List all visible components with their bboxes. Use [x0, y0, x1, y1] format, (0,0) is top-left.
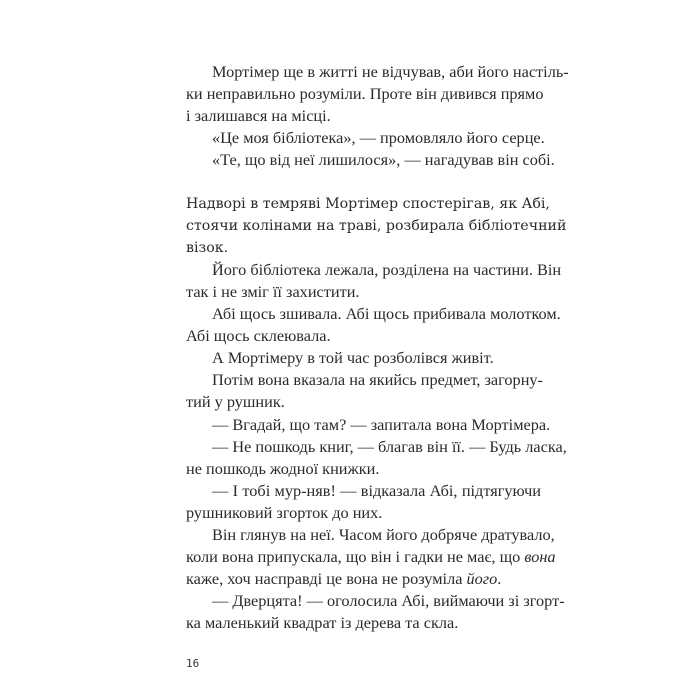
text-line: А Мортімеру в той час розболівся живіт. [212, 348, 494, 368]
paragraph [186, 369, 541, 413]
text-line: ка маленький квадрат із дерева та скла. [186, 612, 459, 632]
text-line: «Те, що від неї лишилося», — нагадував він собі. [212, 150, 555, 170]
text-line: так і не зміг її захистити. [186, 282, 360, 302]
text-line: — І тобі мур-няв! — відказала Абі, підтягуючи [212, 480, 541, 500]
paragraph [186, 347, 541, 369]
text-line: ки неправильно розуміли. Проте він дивився прямо [186, 84, 544, 104]
text-line [186, 568, 541, 590]
paragraph [186, 61, 569, 127]
text-line: Абі щось зшивала. Абі щось прибивала молотком. [212, 304, 561, 324]
text-segment: коли вона припускала, що він і гадки не має, що [186, 546, 525, 566]
text-line: Абі щось склеювала. [186, 326, 331, 346]
paragraph [186, 127, 545, 149]
paragraph [186, 414, 551, 436]
text-segment: . [497, 568, 502, 588]
paragraph [186, 436, 567, 480]
paragraph [186, 524, 556, 590]
italic-text: його [466, 568, 498, 588]
text-line: стоячи колінами на траві, розбирала бібліотечний [186, 218, 567, 235]
section-break [186, 171, 541, 193]
paragraph [186, 590, 565, 634]
text-line: — Дверцята! — оголосила Абі, виймаючи зі згорт- [212, 590, 565, 610]
text-line: візок. [186, 240, 229, 257]
paragraph [186, 303, 561, 347]
text-line: Потім вона вказала на якийсь предмет, загорну- [212, 370, 543, 390]
book-page-text [186, 61, 569, 634]
page-number: 16 [186, 657, 200, 670]
text-line: Надворі в темряві Мортімер спостерігав, як Абі, [186, 196, 550, 213]
text-line: і залишався на місці. [186, 106, 331, 126]
text-line: — Не пошкодь книг, — благав він її. — Будь ласка, [212, 436, 567, 456]
text-line [186, 546, 556, 568]
paragraph [186, 149, 555, 171]
paragraph [186, 259, 562, 303]
text-line: тий у рушник. [186, 392, 285, 412]
italic-text: вона [524, 546, 556, 566]
text-line: «Це моя бібліотека», — промовляло його серце. [212, 128, 545, 148]
paragraph [186, 480, 541, 524]
text-line: рушниковий згорток до них. [186, 502, 383, 522]
text-segment: каже, хоч насправді це вона не розуміла [186, 568, 467, 588]
paragraph [186, 193, 567, 259]
text-line: Його бібліотека лежала, розділена на частини. Він [212, 260, 562, 280]
text-line: не пошкодь жодної книжки. [186, 458, 380, 478]
text-line: Мортімер ще в житті не відчував, аби його настіль- [212, 62, 569, 81]
text-line: — Вгадай, що там? — запитала вона Мортімера. [212, 414, 551, 434]
text-line: Він глянув на неї. Часом його добряче дратувало, [212, 524, 555, 544]
